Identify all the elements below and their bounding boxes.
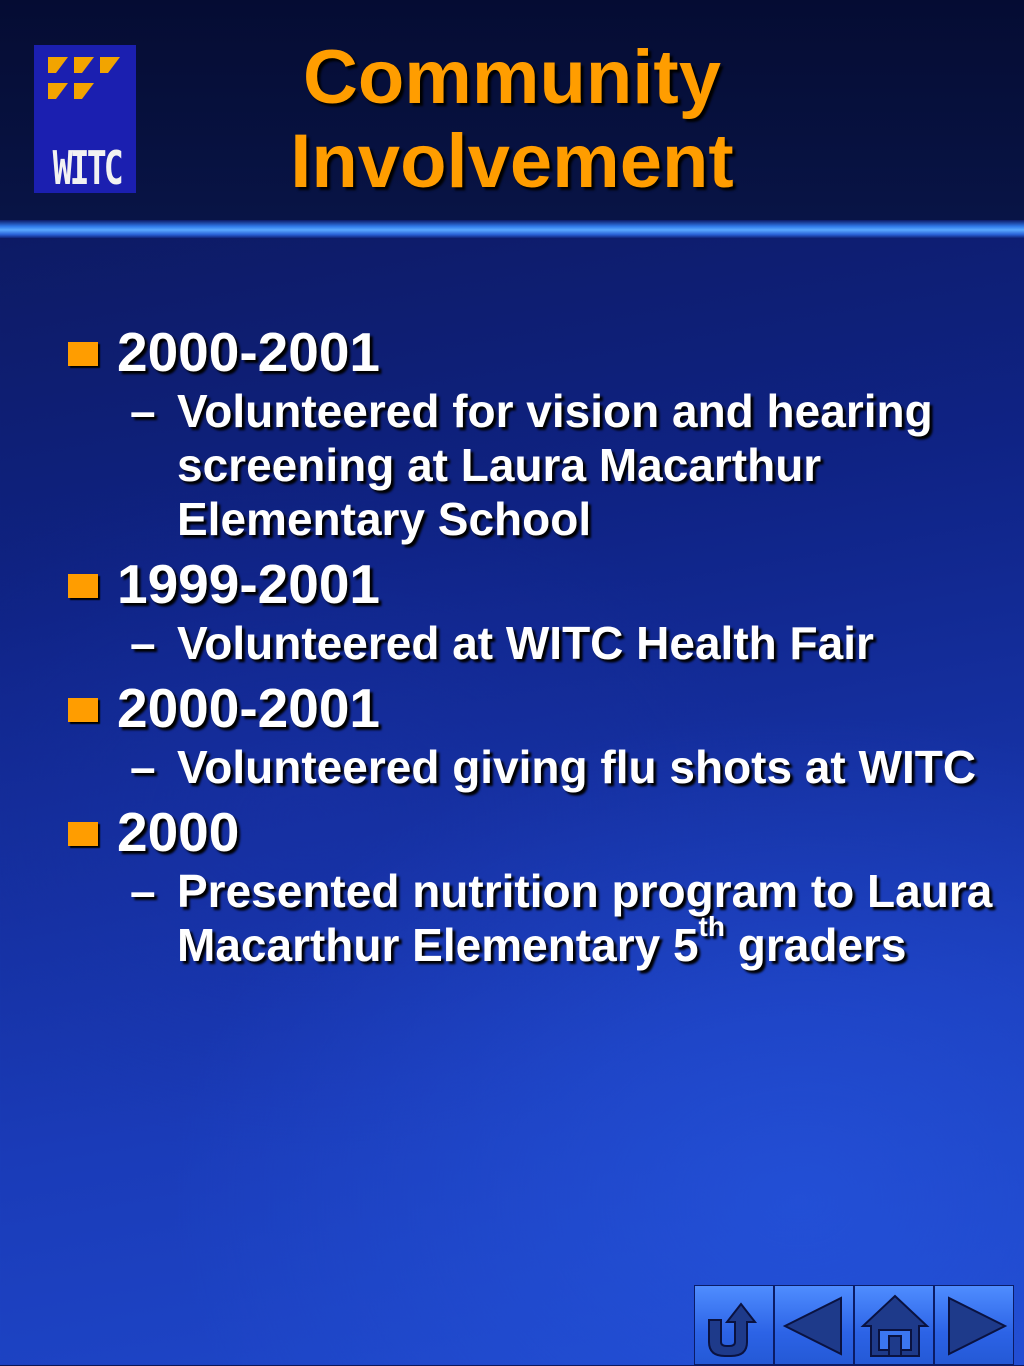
return-button[interactable] (694, 1285, 774, 1365)
list-item (68, 552, 1018, 670)
dash-icon: – (130, 741, 156, 793)
item-description: Volunteered at WITC Health Fair (177, 617, 874, 669)
witc-logo (34, 45, 136, 193)
slide-navigation (694, 1285, 1014, 1365)
dash-icon: – (130, 865, 156, 917)
list-item (68, 800, 1018, 972)
item-year: 2000-2001 (117, 321, 381, 383)
title-line-1: Community (303, 35, 721, 120)
home-button[interactable] (854, 1285, 934, 1365)
square-bullet-icon (68, 574, 98, 598)
list-item (68, 320, 1018, 546)
item-description: Volunteered for vision and hearing screening at Laura Macarthur Elementary School (177, 385, 933, 545)
previous-slide-button[interactable] (774, 1285, 854, 1365)
item-description: Volunteered giving flu shots at WITC (177, 741, 977, 793)
home-icon (855, 1286, 935, 1366)
header-divider (0, 220, 1024, 238)
forward-arrow-icon (935, 1286, 1015, 1366)
logo-text: WITC (52, 141, 121, 195)
next-slide-button[interactable] (934, 1285, 1014, 1365)
dash-icon: – (130, 617, 156, 669)
back-arrow-icon (775, 1286, 855, 1366)
square-bullet-icon (68, 698, 98, 722)
ordinal-superscript: th (698, 910, 725, 942)
title-line-2: Involvement (290, 119, 734, 204)
item-year: 1999-2001 (117, 553, 381, 615)
item-description-end: graders (724, 919, 907, 971)
item-year: 2000 (117, 801, 240, 863)
list-item (68, 676, 1018, 794)
square-bullet-icon (68, 822, 98, 846)
logo-mark-icon (34, 45, 136, 145)
item-description: Presented nutrition program to Laura Macarthur Elementary 5 (177, 865, 993, 971)
item-year: 2000-2001 (117, 677, 381, 739)
bullet-list (68, 320, 1018, 978)
dash-icon: – (130, 385, 156, 437)
return-icon (695, 1286, 775, 1366)
square-bullet-icon (68, 342, 98, 366)
page-title (170, 36, 854, 204)
